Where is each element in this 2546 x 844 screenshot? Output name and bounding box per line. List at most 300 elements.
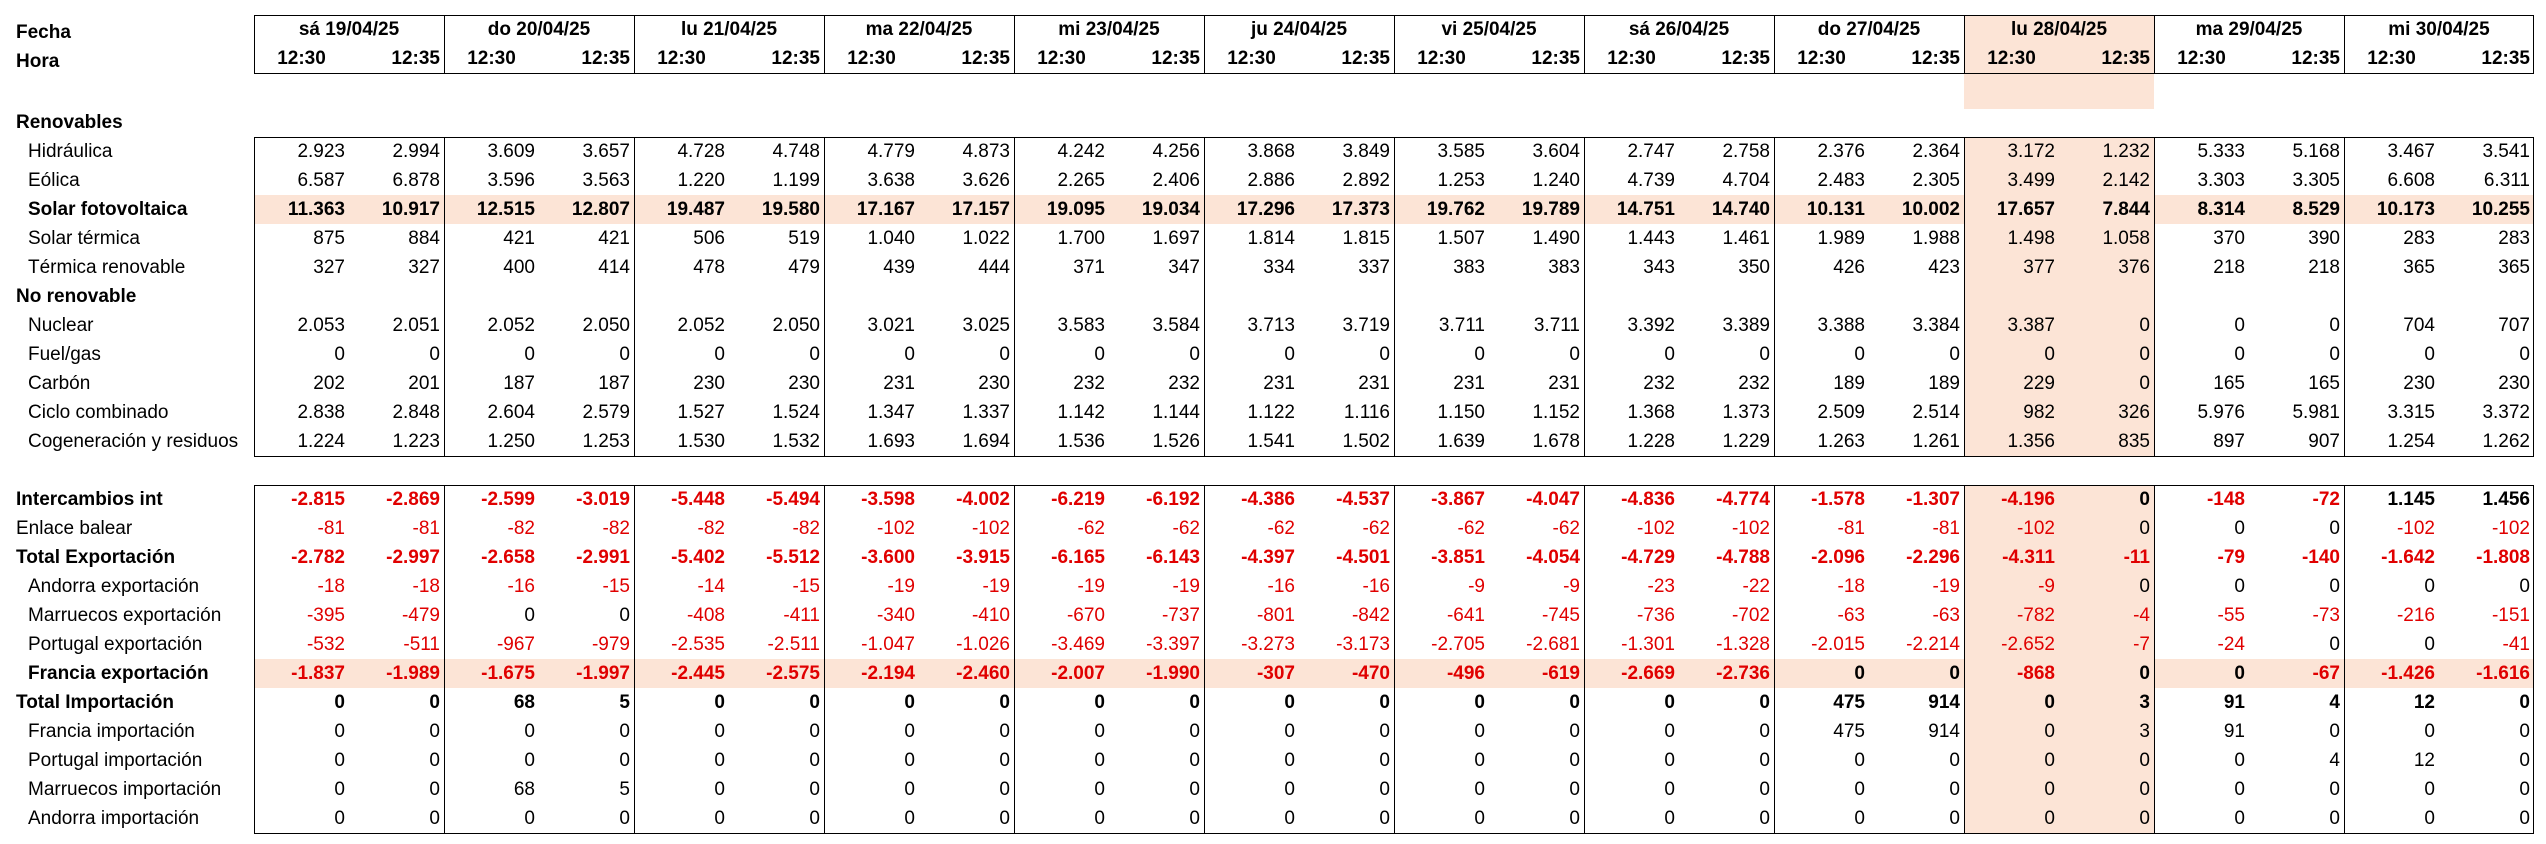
table-cell[interactable]: 1.261 xyxy=(1912,431,1960,452)
table-cell[interactable]: -82 xyxy=(697,518,725,539)
table-cell[interactable]: 1.058 xyxy=(2102,228,2150,249)
table-cell[interactable]: -1.837 xyxy=(291,663,345,684)
table-cell[interactable]: 0 xyxy=(1189,779,1200,800)
table-cell[interactable]: 0 xyxy=(1664,692,1675,713)
table-cell[interactable]: 0 xyxy=(1284,750,1295,771)
table-cell[interactable]: 1.144 xyxy=(1152,402,1200,423)
table-cell[interactable]: 1.536 xyxy=(1057,431,1105,452)
table-cell[interactable]: -1.616 xyxy=(2476,663,2530,684)
table-cell[interactable]: 0 xyxy=(904,808,915,829)
table-cell[interactable]: -19 xyxy=(887,576,915,597)
table-cell[interactable]: 0 xyxy=(2044,779,2055,800)
table-cell[interactable]: -5.494 xyxy=(766,489,820,510)
table-cell[interactable]: -2.736 xyxy=(1716,663,1770,684)
table-cell[interactable]: 0 xyxy=(1094,692,1105,713)
table-cell[interactable]: 283 xyxy=(2403,228,2435,249)
table-cell[interactable]: 0 xyxy=(2139,315,2150,336)
table-cell[interactable]: 1.814 xyxy=(1247,228,1295,249)
table-cell[interactable]: 914 xyxy=(1928,692,1960,713)
table-cell[interactable]: -19 xyxy=(1932,576,1960,597)
table-cell[interactable]: 0 xyxy=(2234,663,2245,684)
table-cell[interactable]: -15 xyxy=(602,576,630,597)
table-cell[interactable]: 2.848 xyxy=(392,402,440,423)
table-cell[interactable]: -23 xyxy=(1647,576,1675,597)
table-cell[interactable]: 0 xyxy=(2329,518,2340,539)
table-cell[interactable]: 4.873 xyxy=(962,141,1010,162)
table-cell[interactable]: 189 xyxy=(1833,373,1865,394)
table-cell[interactable]: -18 xyxy=(412,576,440,597)
table-cell[interactable]: 68 xyxy=(513,779,535,800)
table-cell[interactable]: 423 xyxy=(1928,257,1960,278)
table-cell[interactable]: 0 xyxy=(1949,344,1960,365)
table-cell[interactable]: 4 xyxy=(2329,750,2340,771)
table-cell[interactable]: 0 xyxy=(1094,750,1105,771)
table-cell[interactable]: 0 xyxy=(1284,692,1295,713)
table-cell[interactable]: 421 xyxy=(598,228,630,249)
table-cell[interactable]: -1.301 xyxy=(1621,634,1675,655)
table-cell[interactable]: 2.994 xyxy=(392,141,440,162)
table-cell[interactable]: 3.868 xyxy=(1247,141,1295,162)
table-cell[interactable]: 17.657 xyxy=(1996,199,2055,220)
table-cell[interactable]: 8.529 xyxy=(2292,199,2340,220)
table-cell[interactable]: -2.511 xyxy=(767,634,820,655)
table-cell[interactable]: -19 xyxy=(1172,576,1200,597)
table-cell[interactable]: 0 xyxy=(1474,808,1485,829)
table-cell[interactable]: 0 xyxy=(1569,750,1580,771)
table-cell[interactable]: 0 xyxy=(1569,779,1580,800)
table-cell[interactable]: 0 xyxy=(1949,779,1960,800)
table-cell[interactable]: 2.838 xyxy=(297,402,345,423)
table-cell[interactable]: -1.642 xyxy=(2381,547,2435,568)
table-cell[interactable]: 1.527 xyxy=(677,402,725,423)
table-cell[interactable]: 0 xyxy=(1854,808,1865,829)
table-cell[interactable]: -9 xyxy=(1468,576,1485,597)
table-cell[interactable]: 0 xyxy=(1474,692,1485,713)
table-cell[interactable]: -102 xyxy=(1636,518,1675,539)
table-cell[interactable]: 1.456 xyxy=(2482,489,2530,510)
table-cell[interactable]: -4.501 xyxy=(1336,547,1390,568)
table-cell[interactable]: 982 xyxy=(2023,402,2055,423)
table-cell[interactable]: 0 xyxy=(619,344,630,365)
table-cell[interactable]: 0 xyxy=(334,779,345,800)
table-cell[interactable]: -2.705 xyxy=(1431,634,1485,655)
table-cell[interactable]: 0 xyxy=(714,692,725,713)
table-cell[interactable]: -2.815 xyxy=(291,489,345,510)
table-cell[interactable]: -2.214 xyxy=(1906,634,1960,655)
table-cell[interactable]: 2.892 xyxy=(1342,170,1390,191)
table-cell[interactable]: 1.150 xyxy=(1437,402,1485,423)
table-cell[interactable]: -102 xyxy=(2491,518,2530,539)
table-cell[interactable]: 3.467 xyxy=(2387,141,2435,162)
table-cell[interactable]: 1.532 xyxy=(772,431,820,452)
table-cell[interactable]: -3.273 xyxy=(1241,634,1295,655)
table-cell[interactable]: 0 xyxy=(1759,779,1770,800)
table-cell[interactable]: 19.580 xyxy=(761,199,820,220)
table-cell[interactable]: 1.228 xyxy=(1627,431,1675,452)
table-cell[interactable]: 3.021 xyxy=(867,315,915,336)
table-cell[interactable]: 0 xyxy=(2329,576,2340,597)
table-cell[interactable]: 0 xyxy=(1759,721,1770,742)
table-cell[interactable]: -63 xyxy=(1837,605,1865,626)
table-cell[interactable]: 1.507 xyxy=(1437,228,1485,249)
table-cell[interactable]: 1.490 xyxy=(1532,228,1580,249)
table-cell[interactable]: 1.678 xyxy=(1532,431,1580,452)
table-cell[interactable]: 383 xyxy=(1548,257,1580,278)
table-cell[interactable]: 0 xyxy=(2329,808,2340,829)
table-cell[interactable]: 0 xyxy=(334,808,345,829)
table-cell[interactable]: 10.917 xyxy=(381,199,440,220)
table-cell[interactable]: 14.751 xyxy=(1616,199,1675,220)
table-cell[interactable]: 231 xyxy=(1453,373,1485,394)
table-cell[interactable]: 0 xyxy=(2044,750,2055,771)
table-cell[interactable]: 897 xyxy=(2213,431,2245,452)
table-cell[interactable]: 230 xyxy=(693,373,725,394)
table-cell[interactable]: -408 xyxy=(686,605,725,626)
table-cell[interactable]: -2.997 xyxy=(386,547,440,568)
table-cell[interactable]: 2.053 xyxy=(297,315,345,336)
table-cell[interactable]: 231 xyxy=(883,373,915,394)
table-cell[interactable]: 3.638 xyxy=(867,170,915,191)
table-cell[interactable]: 5 xyxy=(619,779,630,800)
table-cell[interactable]: 6.587 xyxy=(297,170,345,191)
table-cell[interactable]: 1.253 xyxy=(1437,170,1485,191)
table-cell[interactable]: -2.599 xyxy=(481,489,535,510)
table-cell[interactable]: 2.886 xyxy=(1247,170,1295,191)
table-cell[interactable]: -1.307 xyxy=(1906,489,1960,510)
table-cell[interactable]: -102 xyxy=(876,518,915,539)
table-cell[interactable]: 3.499 xyxy=(2007,170,2055,191)
table-cell[interactable]: 875 xyxy=(313,228,345,249)
table-cell[interactable]: -6.165 xyxy=(1051,547,1105,568)
table-cell[interactable]: 1.253 xyxy=(582,431,630,452)
table-cell[interactable]: 1.639 xyxy=(1437,431,1485,452)
table-cell[interactable]: 0 xyxy=(2044,344,2055,365)
table-cell[interactable]: 0 xyxy=(429,750,440,771)
table-cell[interactable]: 232 xyxy=(1643,373,1675,394)
table-cell[interactable]: 0 xyxy=(2519,344,2530,365)
table-cell[interactable]: 0 xyxy=(1094,721,1105,742)
table-cell[interactable]: 0 xyxy=(714,750,725,771)
table-cell[interactable]: -2.194 xyxy=(861,663,915,684)
table-cell[interactable]: 1.220 xyxy=(677,170,725,191)
table-cell[interactable]: 1.356 xyxy=(2007,431,2055,452)
table-cell[interactable]: -4.397 xyxy=(1241,547,1295,568)
table-cell[interactable]: 334 xyxy=(1263,257,1295,278)
table-cell[interactable]: -11 xyxy=(2123,547,2150,568)
table-cell[interactable]: 0 xyxy=(1949,750,1960,771)
table-cell[interactable]: -1.426 xyxy=(2381,663,2435,684)
table-cell[interactable]: 0 xyxy=(619,721,630,742)
table-cell[interactable]: 0 xyxy=(1474,779,1485,800)
table-cell[interactable]: 1.152 xyxy=(1532,402,1580,423)
table-cell[interactable]: 3.583 xyxy=(1057,315,1105,336)
table-cell[interactable]: -3.867 xyxy=(1431,489,1485,510)
table-cell[interactable]: 0 xyxy=(1854,344,1865,365)
table-cell[interactable]: 232 xyxy=(1738,373,1770,394)
table-cell[interactable]: 3.305 xyxy=(2292,170,2340,191)
table-cell[interactable]: 2.050 xyxy=(582,315,630,336)
table-cell[interactable]: 201 xyxy=(408,373,440,394)
table-cell[interactable]: -1.328 xyxy=(1716,634,1770,655)
table-cell[interactable]: 189 xyxy=(1928,373,1960,394)
table-cell[interactable]: -511 xyxy=(403,634,440,655)
table-cell[interactable]: 3.392 xyxy=(1627,315,1675,336)
table-cell[interactable]: 414 xyxy=(598,257,630,278)
table-cell[interactable]: -55 xyxy=(2217,605,2245,626)
table-cell[interactable]: 4.728 xyxy=(677,141,725,162)
table-cell[interactable]: -4.537 xyxy=(1336,489,1390,510)
table-cell[interactable]: 3.025 xyxy=(962,315,1010,336)
table-cell[interactable]: 1.254 xyxy=(2387,431,2435,452)
table-cell[interactable]: 3.596 xyxy=(487,170,535,191)
table-cell[interactable]: 3.604 xyxy=(1532,141,1580,162)
table-cell[interactable]: 12.515 xyxy=(476,199,535,220)
table-cell[interactable]: 1.240 xyxy=(1532,170,1580,191)
table-cell[interactable]: 0 xyxy=(2424,576,2435,597)
table-cell[interactable]: 8.314 xyxy=(2197,199,2245,220)
table-cell[interactable]: 3.711 xyxy=(1438,315,1485,336)
table-cell[interactable]: 2.142 xyxy=(2102,170,2150,191)
table-cell[interactable]: 0 xyxy=(2519,721,2530,742)
table-cell[interactable]: 3.303 xyxy=(2197,170,2245,191)
table-cell[interactable]: 2.483 xyxy=(1817,170,1865,191)
table-cell[interactable]: 1.232 xyxy=(2102,141,2150,162)
table-cell[interactable]: 0 xyxy=(2519,576,2530,597)
table-cell[interactable]: 3.384 xyxy=(1912,315,1960,336)
table-cell[interactable]: 0 xyxy=(524,750,535,771)
table-cell[interactable]: 19.034 xyxy=(1141,199,1200,220)
table-cell[interactable]: 0 xyxy=(904,750,915,771)
table-cell[interactable]: 230 xyxy=(978,373,1010,394)
table-cell[interactable]: -1.990 xyxy=(1146,663,1200,684)
table-cell[interactable]: 0 xyxy=(2329,344,2340,365)
table-cell[interactable]: 3.584 xyxy=(1152,315,1200,336)
table-cell[interactable]: 2.758 xyxy=(1722,141,1770,162)
table-cell[interactable]: 229 xyxy=(2023,373,2055,394)
table-cell[interactable]: 2.051 xyxy=(392,315,440,336)
table-cell[interactable]: 3.389 xyxy=(1722,315,1770,336)
table-cell[interactable]: 3.541 xyxy=(2482,141,2530,162)
table-cell[interactable]: 0 xyxy=(1664,721,1675,742)
table-cell[interactable]: -82 xyxy=(507,518,535,539)
table-cell[interactable]: -4.774 xyxy=(1716,489,1770,510)
table-cell[interactable]: -16 xyxy=(1267,576,1295,597)
table-cell[interactable]: 231 xyxy=(1263,373,1295,394)
table-cell[interactable]: -81 xyxy=(412,518,440,539)
table-cell[interactable]: 3.657 xyxy=(582,141,630,162)
table-cell[interactable]: 0 xyxy=(334,692,345,713)
table-cell[interactable]: 17.157 xyxy=(951,199,1010,220)
table-cell[interactable]: -67 xyxy=(2312,663,2340,684)
table-cell[interactable]: 4.242 xyxy=(1057,141,1105,162)
table-cell[interactable]: 0 xyxy=(1949,663,1960,684)
table-cell[interactable]: 10.173 xyxy=(2376,199,2435,220)
table-cell[interactable]: 0 xyxy=(2424,808,2435,829)
table-cell[interactable]: 17.296 xyxy=(1236,199,1295,220)
table-cell[interactable]: 1.223 xyxy=(392,431,440,452)
table-cell[interactable]: -745 xyxy=(1541,605,1580,626)
table-cell[interactable]: -81 xyxy=(1837,518,1865,539)
table-cell[interactable]: 10.255 xyxy=(2471,199,2530,220)
table-cell[interactable]: 370 xyxy=(2213,228,2245,249)
table-cell[interactable]: -62 xyxy=(1267,518,1295,539)
table-cell[interactable]: 5.981 xyxy=(2292,402,2340,423)
table-cell[interactable]: 232 xyxy=(1168,373,1200,394)
table-cell[interactable]: 0 xyxy=(714,721,725,742)
table-cell[interactable]: -3.173 xyxy=(1336,634,1390,655)
table-cell[interactable]: 907 xyxy=(2308,431,2340,452)
table-cell[interactable]: -9 xyxy=(1563,576,1580,597)
table-cell[interactable]: 2.376 xyxy=(1817,141,1865,162)
table-cell[interactable]: -5.512 xyxy=(766,547,820,568)
table-cell[interactable]: 0 xyxy=(429,808,440,829)
table-cell[interactable]: 0 xyxy=(619,605,630,626)
table-cell[interactable]: -82 xyxy=(602,518,630,539)
table-cell[interactable]: 1.347 xyxy=(867,402,915,423)
table-cell[interactable]: 0 xyxy=(1094,344,1105,365)
table-cell[interactable]: -395 xyxy=(306,605,345,626)
table-cell[interactable]: 3.315 xyxy=(2387,402,2435,423)
table-cell[interactable]: 1.199 xyxy=(772,170,820,191)
table-cell[interactable]: -2.460 xyxy=(956,663,1010,684)
table-cell[interactable]: 0 xyxy=(334,344,345,365)
table-cell[interactable]: 2.747 xyxy=(1627,141,1675,162)
table-cell[interactable]: 1.530 xyxy=(677,431,725,452)
table-cell[interactable]: -411 xyxy=(783,605,820,626)
table-cell[interactable]: -782 xyxy=(2016,605,2055,626)
table-cell[interactable]: -151 xyxy=(2491,605,2530,626)
table-cell[interactable]: -41 xyxy=(2502,634,2530,655)
table-cell[interactable]: 0 xyxy=(1759,750,1770,771)
table-cell[interactable]: 2.604 xyxy=(487,402,535,423)
table-cell[interactable]: 2.052 xyxy=(677,315,725,336)
table-cell[interactable]: 0 xyxy=(1379,344,1390,365)
table-cell[interactable]: -2.096 xyxy=(1811,547,1865,568)
table-cell[interactable]: 0 xyxy=(1759,344,1770,365)
table-cell[interactable]: 1.224 xyxy=(297,431,345,452)
table-cell[interactable]: 165 xyxy=(2308,373,2340,394)
table-cell[interactable]: -702 xyxy=(1731,605,1770,626)
table-cell[interactable]: 0 xyxy=(714,808,725,829)
table-cell[interactable]: 0 xyxy=(429,721,440,742)
table-cell[interactable]: 0 xyxy=(2329,315,2340,336)
table-cell[interactable]: -24 xyxy=(2217,634,2245,655)
table-cell[interactable]: 0 xyxy=(2234,344,2245,365)
table-cell[interactable]: 0 xyxy=(999,779,1010,800)
table-cell[interactable]: 350 xyxy=(1738,257,1770,278)
table-cell[interactable]: 0 xyxy=(1189,344,1200,365)
table-cell[interactable]: 3.388 xyxy=(1817,315,1865,336)
table-cell[interactable]: 0 xyxy=(999,721,1010,742)
table-cell[interactable]: 0 xyxy=(2234,315,2245,336)
table-cell[interactable]: 6.878 xyxy=(392,170,440,191)
table-cell[interactable]: 0 xyxy=(809,750,820,771)
table-cell[interactable]: -801 xyxy=(1256,605,1295,626)
table-cell[interactable]: -670 xyxy=(1066,605,1105,626)
table-cell[interactable]: -82 xyxy=(792,518,820,539)
table-cell[interactable]: -2.782 xyxy=(291,547,345,568)
table-cell[interactable]: 0 xyxy=(2519,750,2530,771)
table-cell[interactable]: 0 xyxy=(429,344,440,365)
table-cell[interactable]: 0 xyxy=(2424,634,2435,655)
table-cell[interactable]: -2.575 xyxy=(766,663,820,684)
table-cell[interactable]: 343 xyxy=(1643,257,1675,278)
table-cell[interactable]: 0 xyxy=(809,808,820,829)
table-cell[interactable]: 327 xyxy=(408,257,440,278)
table-cell[interactable]: 1.229 xyxy=(1722,431,1770,452)
table-cell[interactable]: -62 xyxy=(1362,518,1390,539)
table-cell[interactable]: 1.022 xyxy=(962,228,1010,249)
table-cell[interactable]: 371 xyxy=(1073,257,1105,278)
table-cell[interactable]: -102 xyxy=(1731,518,1770,539)
table-cell[interactable]: 0 xyxy=(2044,721,2055,742)
table-cell[interactable]: -22 xyxy=(1742,576,1770,597)
table-cell[interactable]: 0 xyxy=(1664,808,1675,829)
table-cell[interactable]: 165 xyxy=(2213,373,2245,394)
table-cell[interactable]: 0 xyxy=(2424,779,2435,800)
table-cell[interactable]: 914 xyxy=(1928,721,1960,742)
table-cell[interactable]: 383 xyxy=(1453,257,1485,278)
table-cell[interactable]: -102 xyxy=(971,518,1010,539)
table-cell[interactable]: 1.524 xyxy=(772,402,820,423)
table-cell[interactable]: -4.311 xyxy=(2002,547,2055,568)
table-cell[interactable]: 478 xyxy=(693,257,725,278)
table-cell[interactable]: -79 xyxy=(2217,547,2245,568)
table-cell[interactable]: 835 xyxy=(2118,431,2150,452)
table-cell[interactable]: 0 xyxy=(2329,721,2340,742)
table-cell[interactable]: 1.502 xyxy=(1342,431,1390,452)
table-cell[interactable]: 230 xyxy=(2498,373,2530,394)
table-cell[interactable]: 19.762 xyxy=(1426,199,1485,220)
table-cell[interactable]: 439 xyxy=(883,257,915,278)
table-cell[interactable]: 0 xyxy=(1569,692,1580,713)
table-cell[interactable]: 0 xyxy=(2044,808,2055,829)
table-cell[interactable]: 1.373 xyxy=(1722,402,1770,423)
table-cell[interactable]: -340 xyxy=(876,605,915,626)
table-cell[interactable]: 19.487 xyxy=(666,199,725,220)
table-cell[interactable]: 3.711 xyxy=(1533,315,1580,336)
table-cell[interactable]: 0 xyxy=(809,344,820,365)
table-cell[interactable]: 0 xyxy=(2519,692,2530,713)
table-cell[interactable]: -4.836 xyxy=(1621,489,1675,510)
table-cell[interactable]: 1.541 xyxy=(1247,431,1295,452)
table-cell[interactable]: 230 xyxy=(788,373,820,394)
table-cell[interactable]: -14 xyxy=(697,576,725,597)
table-cell[interactable]: 0 xyxy=(1094,779,1105,800)
table-cell[interactable]: 400 xyxy=(503,257,535,278)
table-cell[interactable]: 365 xyxy=(2403,257,2435,278)
table-cell[interactable]: -3.397 xyxy=(1146,634,1200,655)
table-cell[interactable]: 0 xyxy=(2519,808,2530,829)
table-cell[interactable]: 884 xyxy=(408,228,440,249)
table-cell[interactable]: 1.526 xyxy=(1152,431,1200,452)
table-cell[interactable]: 1.368 xyxy=(1627,402,1675,423)
table-cell[interactable]: 4.704 xyxy=(1722,170,1770,191)
table-cell[interactable]: 0 xyxy=(2139,518,2150,539)
table-cell[interactable]: 0 xyxy=(334,750,345,771)
table-cell[interactable]: 0 xyxy=(1474,750,1485,771)
table-cell[interactable]: 6.608 xyxy=(2387,170,2435,191)
table-cell[interactable]: 6.311 xyxy=(2483,170,2530,191)
table-cell[interactable]: 7.844 xyxy=(2102,199,2150,220)
table-cell[interactable]: 12 xyxy=(2413,750,2435,771)
table-cell[interactable]: 0 xyxy=(429,779,440,800)
table-cell[interactable]: -4.047 xyxy=(1526,489,1580,510)
table-cell[interactable]: 3.372 xyxy=(2482,402,2530,423)
table-cell[interactable]: -16 xyxy=(1362,576,1390,597)
table-cell[interactable]: 0 xyxy=(2139,808,2150,829)
table-cell[interactable]: -62 xyxy=(1172,518,1200,539)
